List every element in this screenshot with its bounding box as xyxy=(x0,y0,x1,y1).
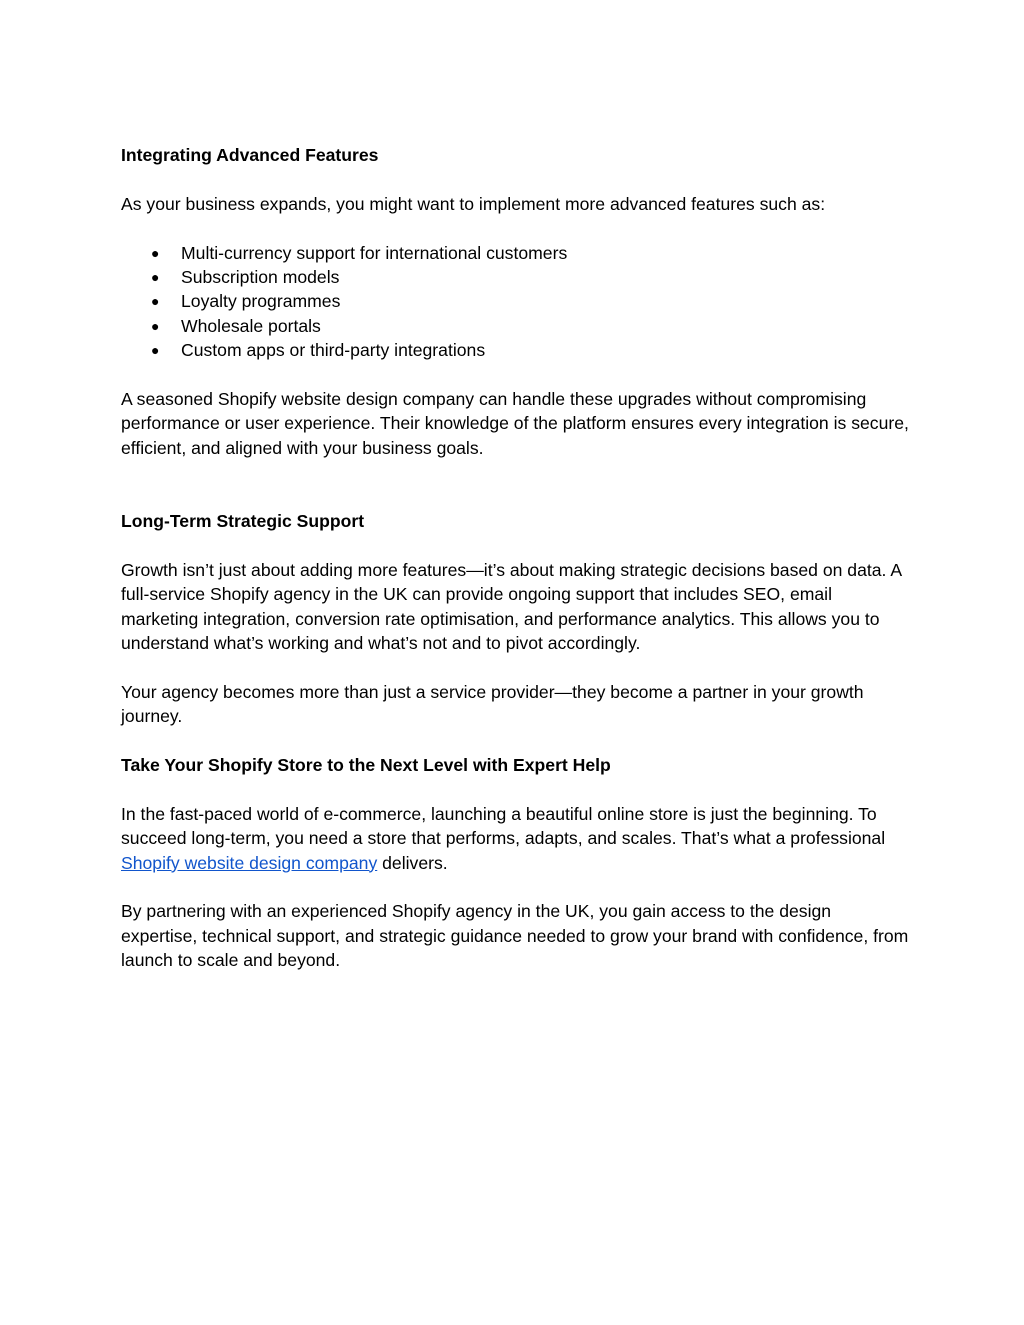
closing-paragraph: By partnering with an experienced Shopify agency in the UK, you gain access to the design expertise, technical support, and strategic guidance needed to grow your brand with confidence, from launch to scale and beyond. xyxy=(121,901,909,971)
bullet-icon: ● xyxy=(151,293,160,310)
list-item-text: Wholesale portals xyxy=(181,315,321,336)
features-list xyxy=(121,241,911,363)
list-item xyxy=(121,338,911,362)
bullet-icon: ● xyxy=(151,269,160,285)
partner-paragraph: Your agency becomes more than just a service provider—they become a partner in your growth journey. xyxy=(121,681,864,727)
paragraph-text: In the fast-paced world of e-commerce, launching a beautiful online store is just the beginning. To succeed long-term, you need a store that performs, adapts, and scales. That’s what a professional xyxy=(121,803,886,849)
growth-paragraph: Growth isn’t just about adding more features—it’s about making strategic decisions based on data. A full-service Shopify agency in the UK can provide ongoing support that includes SEO, email marketing integration, conversion rate optimisation, and performance analytics. This allows you to understand what’s working and what’s not and to pivot accordingly. xyxy=(121,559,902,654)
bullet-icon: ● xyxy=(151,244,160,261)
list-item-text: Multi-currency support for international customers xyxy=(181,242,568,263)
upgrades-paragraph: A seasoned Shopify website design company can handle these upgrades without compromising performance or user experience. Their knowledge of the platform ensures every integration is secure, efficient, and aligned with your business goals. xyxy=(121,389,909,458)
list-item xyxy=(121,241,911,265)
section-heading-next-level: Take Your Shopify Store to the Next Level with Expert Help xyxy=(121,755,611,776)
list-item xyxy=(121,314,911,338)
list-item xyxy=(121,265,911,289)
intro-paragraph: As your business expands, you might want to implement more advanced features such as: xyxy=(121,193,826,214)
list-item xyxy=(121,289,911,313)
list-item-text: Custom apps or third-party integrations xyxy=(181,340,486,361)
document-page xyxy=(121,143,911,973)
bullet-icon: ● xyxy=(151,342,160,359)
list-item-text: Subscription models xyxy=(181,267,340,287)
section-heading-advanced-features: Integrating Advanced Features xyxy=(121,145,379,165)
bullet-icon: ● xyxy=(151,317,160,334)
section-heading-strategic-support: Long-Term Strategic Support xyxy=(121,511,365,532)
ecommerce-paragraph xyxy=(121,802,911,875)
list-item-text: Loyalty programmes xyxy=(181,291,341,312)
paragraph-text: delivers. xyxy=(377,852,448,873)
shopify-design-company-link[interactable]: Shopify website design company xyxy=(121,852,378,873)
